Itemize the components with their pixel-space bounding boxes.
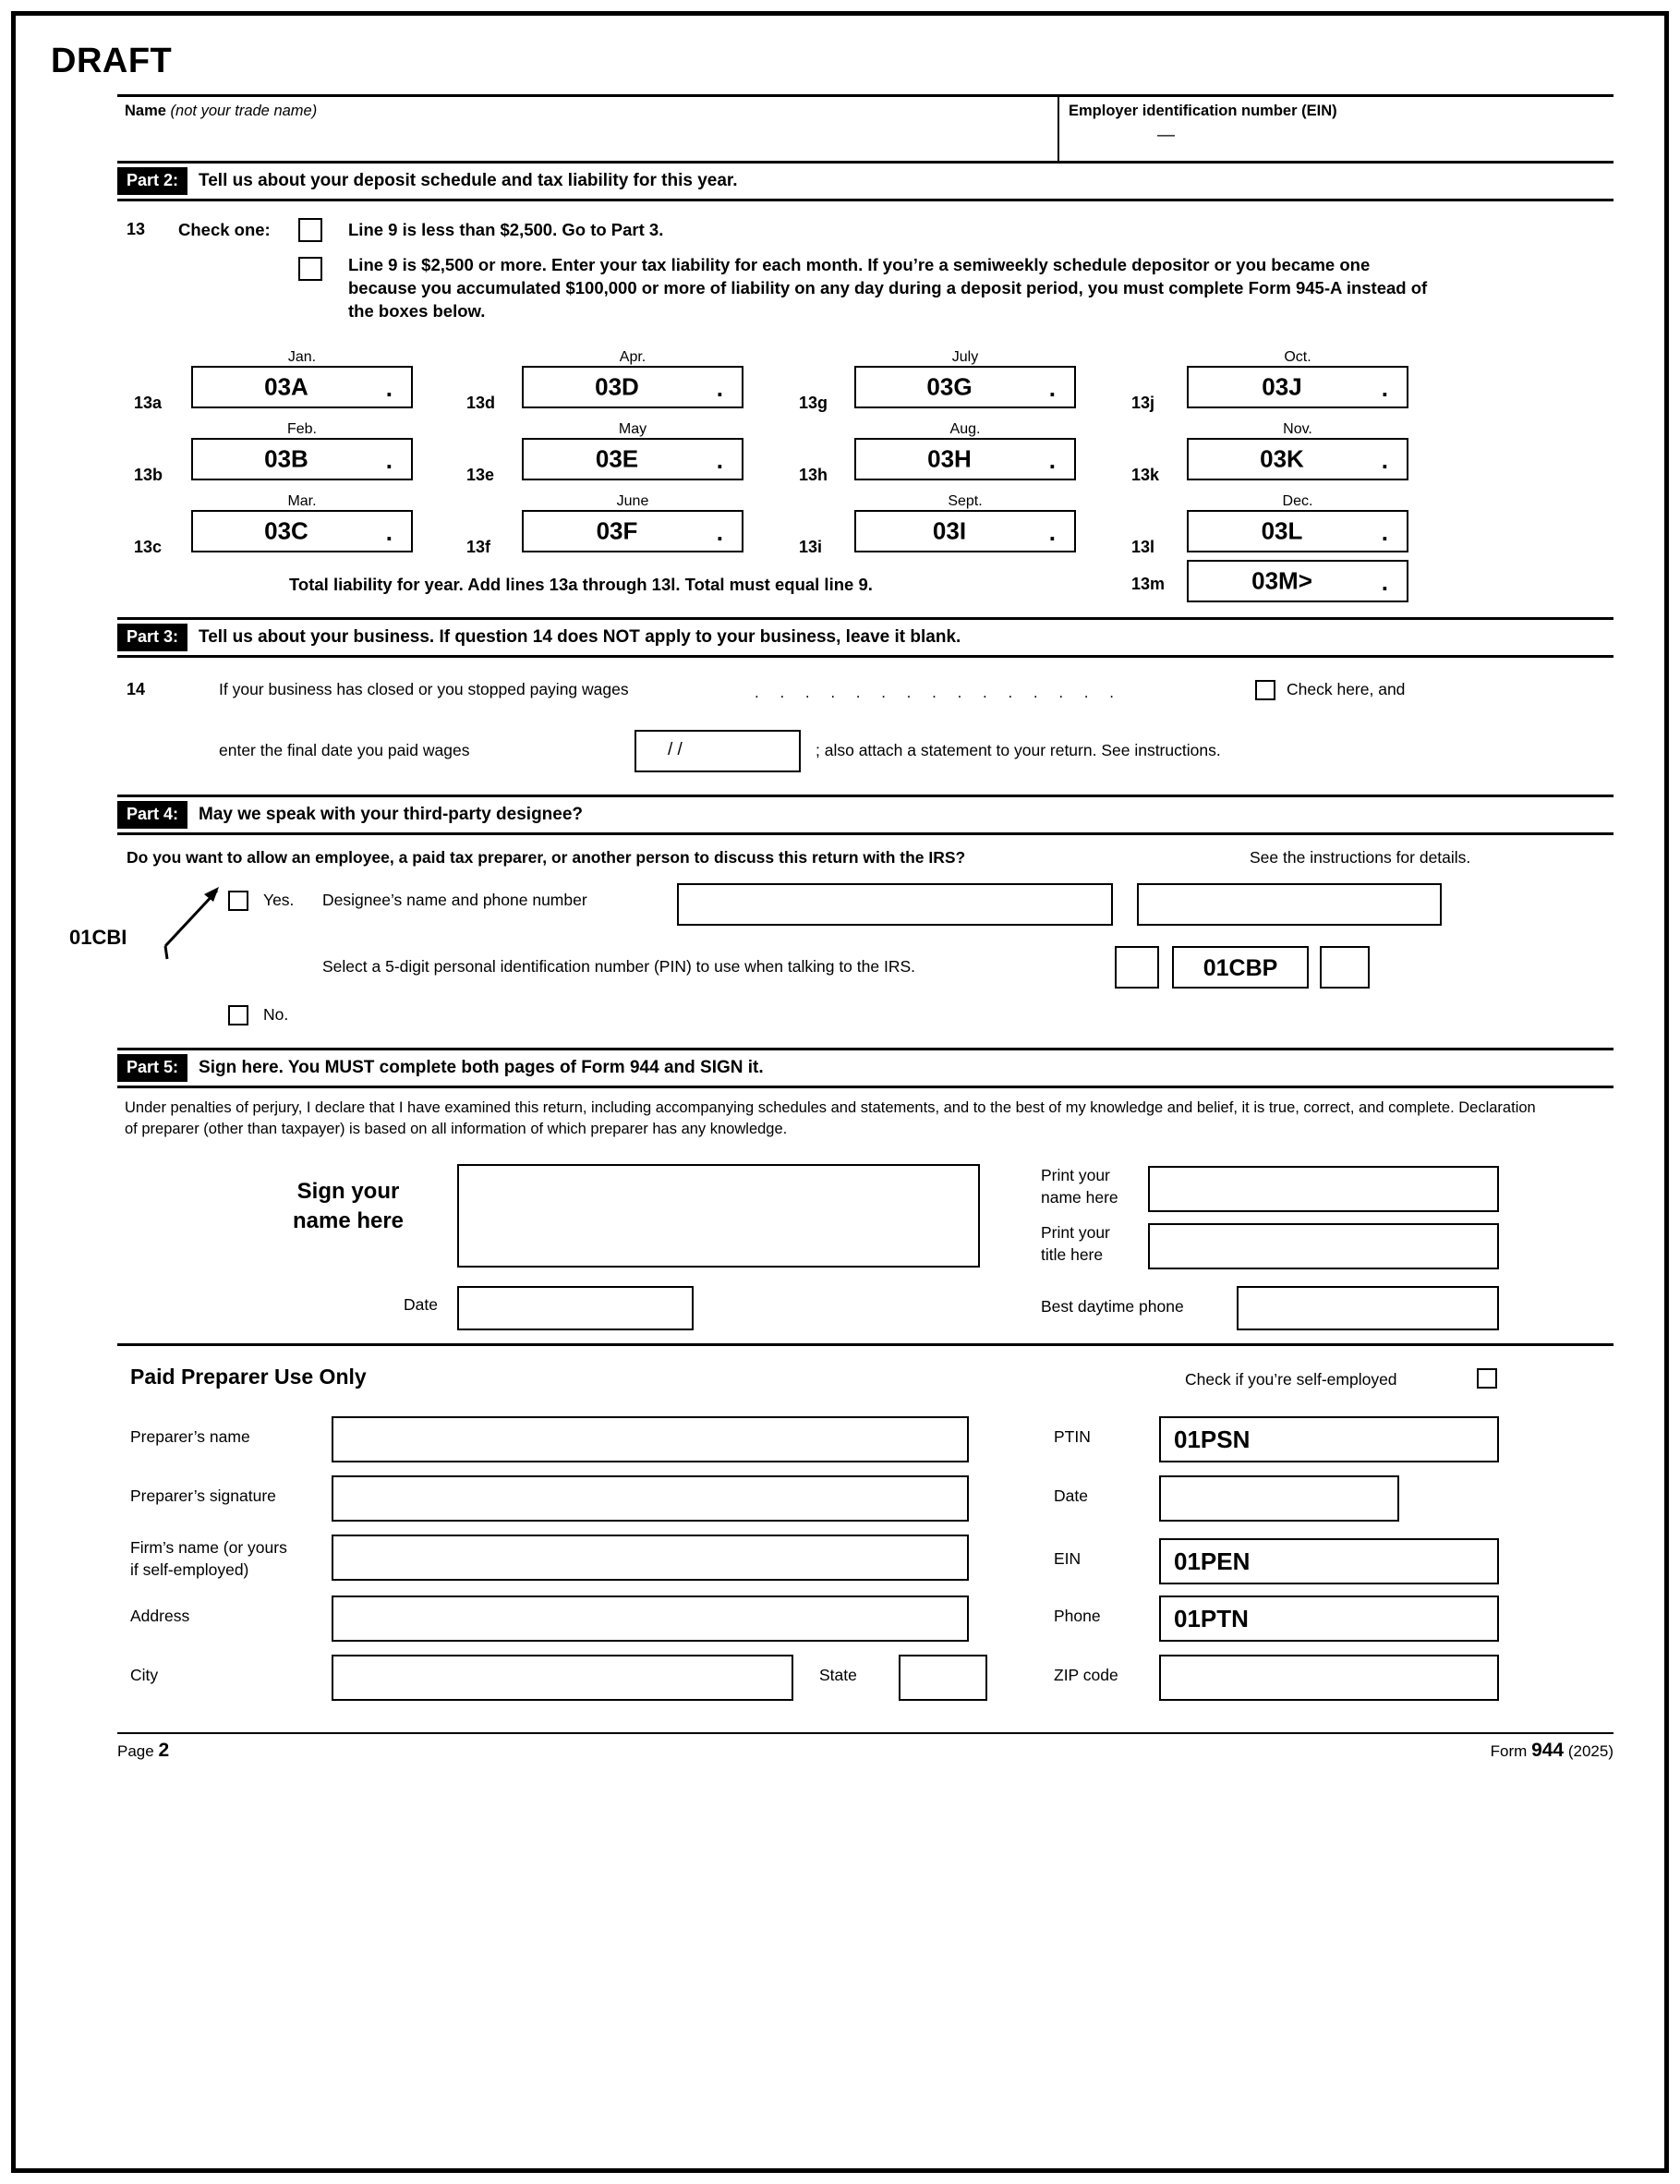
line13-option1-checkbox[interactable] xyxy=(298,218,322,242)
month-cell-jan xyxy=(191,349,413,408)
print-name-input[interactable] xyxy=(1148,1166,1499,1212)
code-13f: 13f xyxy=(466,538,491,556)
line13-number: 13 xyxy=(127,220,146,238)
callout-01CBI: 01CBI xyxy=(69,926,127,949)
month-label-feb: Feb. xyxy=(286,421,317,437)
page-footer xyxy=(117,1732,1614,1762)
city-label: City xyxy=(130,1666,159,1684)
preparer-name-input[interactable] xyxy=(332,1416,969,1462)
month-label-apr: Apr. xyxy=(619,349,647,365)
page-inner xyxy=(42,34,1612,1762)
month-label-may: May xyxy=(618,421,647,437)
final-date-suffix: ; also attach a statement to your return. See instructions. xyxy=(816,741,1221,759)
designee-yes-label: Yes. xyxy=(263,891,295,909)
daytime-phone-label: Best daytime phone xyxy=(1041,1297,1184,1316)
pin-row xyxy=(117,946,1614,1003)
month-label-aug: Aug. xyxy=(949,421,981,437)
preparer-phone-label: Phone xyxy=(1054,1607,1101,1625)
part4-title: May we speak with your third-party designee? xyxy=(199,805,584,824)
line14-text: If your business has closed or you stopped paying wages xyxy=(219,680,629,698)
month-input-oct[interactable]: 03J . xyxy=(1187,366,1408,408)
code-13b: 13b xyxy=(134,466,163,484)
sign-date-label: Date xyxy=(404,1295,438,1314)
month-label-oct: Oct. xyxy=(1284,349,1311,365)
part2-title: Tell us about your deposit schedule and tax liability for this year. xyxy=(199,171,738,190)
code-13l: 13l xyxy=(1131,538,1155,556)
preparer-header-row xyxy=(117,1357,1614,1414)
month-cell-apr xyxy=(522,349,743,408)
part5-tag: Part 5: xyxy=(117,1054,187,1082)
pin-box-right[interactable] xyxy=(1320,946,1370,989)
code-13i: 13i xyxy=(799,538,823,556)
month-input-may[interactable]: 03E . xyxy=(522,438,743,480)
total-label: Total liability for year. Add lines 13a through 13l. Total must equal line 9. xyxy=(289,575,873,594)
city-input[interactable] xyxy=(332,1655,793,1701)
pin-box-left[interactable] xyxy=(1115,946,1159,989)
preparer-grid xyxy=(117,1414,1614,1719)
ein-label: Employer identification number (EIN) xyxy=(1069,103,1337,119)
line14-check-label: Check here, and xyxy=(1287,680,1406,698)
month-input-july[interactable]: 03G . xyxy=(854,366,1076,408)
total-code: 13m xyxy=(1131,575,1166,593)
code-13a: 13a xyxy=(134,394,163,412)
preparer-ein-input[interactable]: 01PEN xyxy=(1159,1538,1499,1584)
monthly-liability-grid xyxy=(117,349,1614,560)
part4-question-row xyxy=(117,844,1614,883)
code-13d: 13d xyxy=(466,394,496,412)
signature-block xyxy=(117,1153,1614,1338)
firm-name-label: Firm’s name (or yours if self-employed) xyxy=(130,1538,287,1579)
ptin-input[interactable]: 01PSN xyxy=(1159,1416,1499,1462)
month-cell-oct xyxy=(1187,349,1408,408)
print-title-label: Print your title here xyxy=(1041,1223,1110,1264)
designee-phone-input[interactable] xyxy=(1137,883,1442,926)
code-13e: 13e xyxy=(466,466,495,484)
month-input-aug[interactable]: 03H . xyxy=(854,438,1076,480)
footer-form: Form 944 (2025) xyxy=(1490,1740,1614,1761)
self-employed-label: Check if you’re self-employed xyxy=(1185,1370,1397,1389)
line13-option1-label: Line 9 is less than $2,500. Go to Part 3. xyxy=(348,220,664,239)
part4-question-bold: Do you want to allow an employee, a paid tax preparer, or another person to discuss this return with the IRS? xyxy=(127,848,966,867)
preparer-signature-input[interactable] xyxy=(332,1475,969,1522)
preparer-date-input[interactable] xyxy=(1159,1475,1399,1522)
month-cell-nov xyxy=(1187,421,1408,480)
part4-question-rest: See the instructions for details. xyxy=(1250,848,1471,867)
line14-row xyxy=(117,671,1614,728)
preparer-signature-label: Preparer’s signature xyxy=(130,1486,276,1505)
pin-label: Select a 5-digit personal identification number (PIN) to use when talking to the IRS. xyxy=(322,957,916,976)
daytime-phone-input[interactable] xyxy=(1237,1286,1499,1330)
designee-name-input[interactable] xyxy=(677,883,1113,926)
month-cell-june xyxy=(522,493,743,552)
designee-name-phone-label: Designee’s name and phone number xyxy=(322,891,587,909)
draft-watermark: DRAFT xyxy=(51,42,173,80)
month-cell-dec xyxy=(1187,493,1408,552)
month-label-june: June xyxy=(616,493,649,509)
state-label: State xyxy=(819,1666,857,1684)
code-13g: 13g xyxy=(799,394,828,412)
part4-bar xyxy=(117,795,1614,835)
line13-option2-row xyxy=(117,251,1614,340)
zip-label: ZIP code xyxy=(1054,1666,1118,1684)
designee-no-row xyxy=(117,1003,1614,1048)
page-border xyxy=(11,11,1669,2173)
month-cell-aug xyxy=(854,421,1076,480)
name-label: Name (not your trade name) xyxy=(125,103,318,119)
total-input[interactable]: 03M> . xyxy=(1187,560,1408,602)
self-employed-checkbox[interactable] xyxy=(1477,1368,1497,1389)
footer-page: Page 2 xyxy=(117,1740,170,1761)
month-label-nov: Nov. xyxy=(1283,421,1312,437)
signature-input[interactable] xyxy=(457,1164,980,1268)
month-input-jan[interactable]: 03A . xyxy=(191,366,413,408)
line13-row xyxy=(117,214,1614,251)
preparer-phone-input[interactable]: 01PTN xyxy=(1159,1596,1499,1642)
state-input[interactable] xyxy=(899,1655,987,1701)
month-input-mar[interactable]: 03C . xyxy=(191,510,413,552)
final-date-label: enter the final date you paid wages xyxy=(219,741,470,759)
sign-date-input[interactable] xyxy=(457,1286,694,1330)
month-input-june[interactable]: 03F . xyxy=(522,510,743,552)
ein-field-cell xyxy=(1059,97,1614,161)
perjury-statement: Under penalties of perjury, I declare that I have examined this return, including accompanying schedules and statements, and to the best of my knowledge and belief, it is true, correct, and complete. Declaration of preparer (other than taxpayer) is based on all information of which preparer has any knowledge. xyxy=(125,1099,1536,1137)
code-13h: 13h xyxy=(799,466,828,484)
month-input-apr[interactable]: 03D . xyxy=(522,366,743,408)
part2-tag: Part 2: xyxy=(117,167,187,195)
month-input-feb[interactable]: 03B . xyxy=(191,438,413,480)
month-input-sept[interactable]: 03I . xyxy=(854,510,1076,552)
designee-no-checkbox[interactable] xyxy=(228,1005,248,1025)
print-title-input[interactable] xyxy=(1148,1223,1499,1269)
designee-no-label: No. xyxy=(263,1005,289,1024)
total-liability-row xyxy=(117,560,1614,617)
ein-input[interactable]: — xyxy=(1157,126,1175,145)
line14-checkbox[interactable] xyxy=(1255,680,1275,700)
name-input[interactable] xyxy=(125,120,1058,152)
leader-dots: . . . . . . . . . . . . . . . xyxy=(755,684,1122,701)
name-field-cell xyxy=(117,97,1059,161)
line13-option2-label: Line 9 is $2,500 or more. Enter your tax liability for each month. If you’re a semiweekly schedule depositor or you became one because you accumulated $100,000 or more of liability on any day during a deposit period, you must complete Form 945-A instead of the boxes below. xyxy=(348,255,1428,321)
code-13j: 13j xyxy=(1131,394,1155,412)
sign-name-label: Sign your name here xyxy=(292,1179,405,1233)
line13-prompt: Check one: xyxy=(178,220,271,239)
month-label-jan: Jan. xyxy=(287,349,317,365)
month-cell-july xyxy=(854,349,1076,408)
preparer-ein-label: EIN xyxy=(1054,1549,1082,1568)
pin-input[interactable]: 01CBP xyxy=(1172,946,1309,989)
final-date-row xyxy=(117,728,1614,795)
month-cell-may xyxy=(522,421,743,480)
designee-yes-row xyxy=(69,883,1614,949)
address-label: Address xyxy=(130,1607,190,1625)
part5-title: Sign here. You MUST complete both pages of Form 944 and SIGN it. xyxy=(199,1058,764,1077)
part5-bar xyxy=(117,1048,1614,1088)
firm-name-input[interactable] xyxy=(332,1535,969,1581)
ptin-label: PTIN xyxy=(1054,1427,1091,1446)
form-sheet xyxy=(69,94,1614,1762)
month-input-nov[interactable]: 03K . xyxy=(1187,438,1408,480)
preparer-title: Paid Preparer Use Only xyxy=(130,1365,367,1389)
part3-tag: Part 3: xyxy=(117,624,187,651)
month-cell-sept xyxy=(854,493,1076,552)
code-13k: 13k xyxy=(1131,466,1160,484)
preparer-name-label: Preparer’s name xyxy=(130,1427,250,1446)
name-ein-header xyxy=(117,94,1614,164)
part2-bar xyxy=(117,164,1614,201)
month-input-dec[interactable]: 03L . xyxy=(1187,510,1408,552)
final-date-input[interactable]: / / xyxy=(635,730,801,772)
preparer-date-label: Date xyxy=(1054,1486,1088,1505)
month-label-mar: Mar. xyxy=(287,493,317,509)
line13-option2-checkbox[interactable] xyxy=(298,257,322,281)
part3-title: Tell us about your business. If question 14 does NOT apply to your business, leave it blank. xyxy=(199,627,961,647)
address-input[interactable] xyxy=(332,1596,969,1642)
part4-tag: Part 4: xyxy=(117,801,187,829)
month-cell-feb xyxy=(191,421,413,480)
line14-number: 14 xyxy=(127,680,146,698)
part3-bar xyxy=(117,617,1614,658)
month-label-sept: Sept. xyxy=(948,493,983,509)
print-name-label: Print your name here xyxy=(1041,1166,1118,1207)
month-cell-mar xyxy=(191,493,413,552)
month-label-july: July xyxy=(951,349,979,365)
zip-input[interactable] xyxy=(1159,1655,1499,1701)
month-label-dec: Dec. xyxy=(1282,493,1313,509)
code-13c: 13c xyxy=(134,538,163,556)
